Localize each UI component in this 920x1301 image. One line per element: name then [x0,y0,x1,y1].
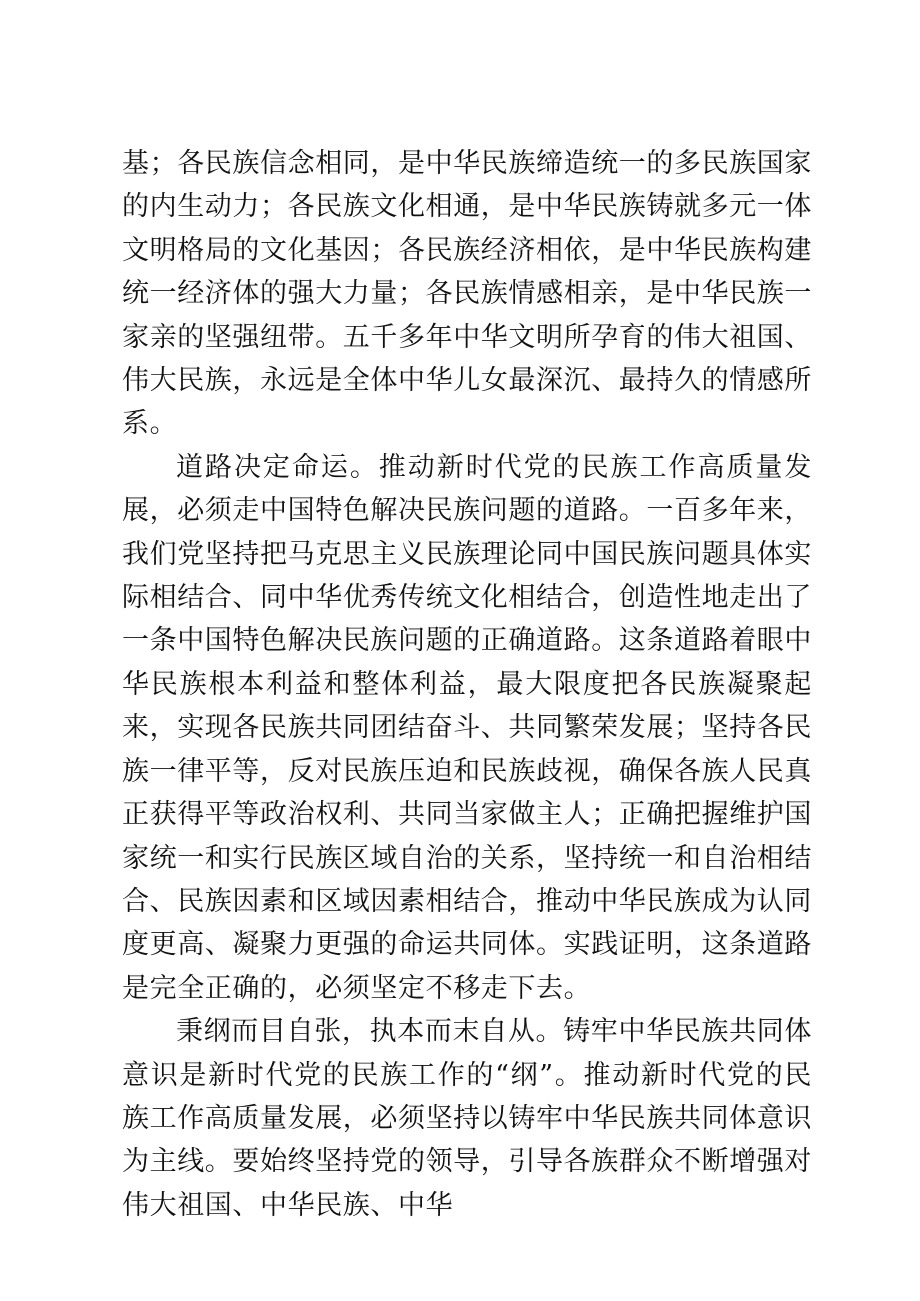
body-text [122,142,812,1227]
paragraph-road-determines-destiny: 道路决定命运。推动新时代党的民族工作高质量发展，必须走中国特色解决民族问题的道路。一百多年来，我们党坚持把马克思主义民族理论同中国民族问题具体实际相结合、同中华优秀传统文化相结合，创造性地走出了一条中国特色解决民族问题的正确道路。这条道路着眼中华民族根本利益和整体利益，最大限度把各民族凝聚起来，实现各民族共同团结奋斗、共同繁荣发展；坚持各民族一律平等，反对民族压迫和民族歧视，确保各族人民真正获得平等政治权利、共同当家做主人；正确把握维护国家统一和实行民族区域自治的关系，坚持统一和自治相结合、民族因素和区域因素相结合，推动中华民族成为认同度更高、凝聚力更强的命运共同体。实践证明，这条道路是完全正确的，必须坚定不移走下去。 [122,451,812,1004]
paragraph-main-line: 秉纲而目自张，执本而末自从。铸牢中华民族共同体意识是新时代党的民族工作的“纲”。推动新时代党的民族工作高质量发展，必须坚持以铸牢中华民族共同体意识为主线。要始终坚持党的领导，引导各族群众不断增强对伟大祖国、中华民族、中华 [122,1016,812,1221]
paragraph-continuation: 基；各民族信念相同，是中华民族缔造统一的多民族国家的内生动力；各民族文化相通，是中华民族铸就多元一体文明格局的文化基因；各民族经济相依，是中华民族构建统一经济体的强大力量；各民族情感相亲，是中华民族一家亲的坚强纽带。五千多年中华文明所孕育的伟大祖国、伟大民族，永远是全体中华儿女最深沉、最持久的情感所系。 [122,148,812,440]
